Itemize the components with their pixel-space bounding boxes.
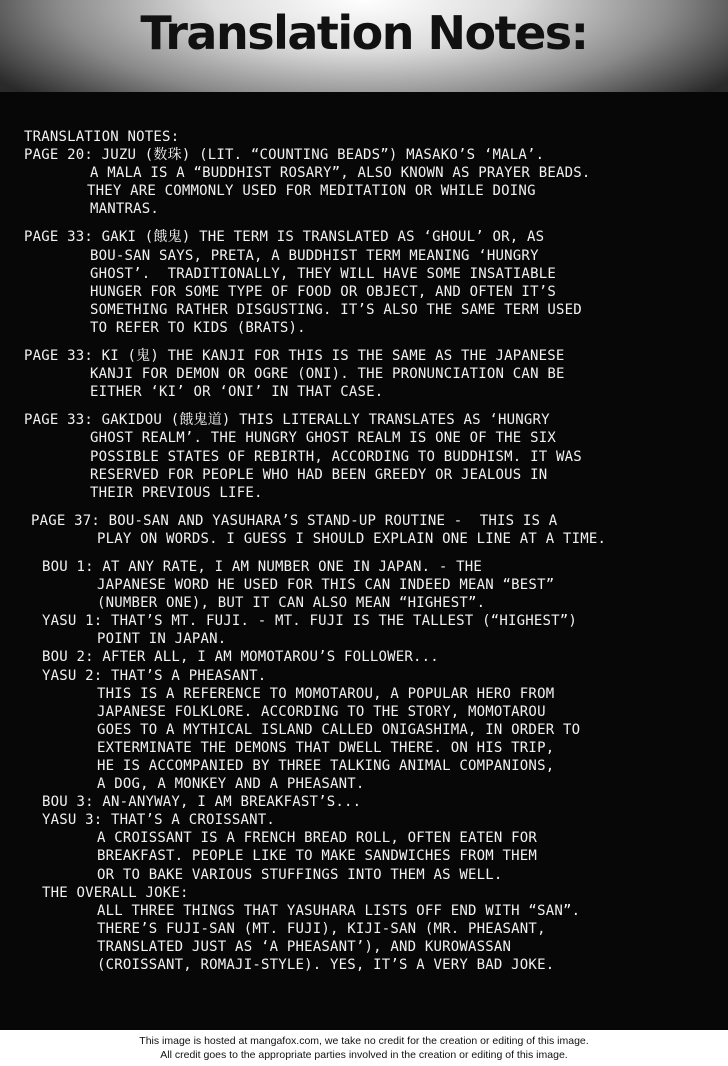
routine-line: BREAKFAST. PEOPLE LIKE TO MAKE SANDWICHES FROM THEM [97, 848, 538, 865]
credit-line: This image is hosted at mangafox.com, we take no credit for the creation or editing of this image. [139, 1035, 589, 1047]
note-line: RESERVED FOR PEOPLE WHO HAD BEEN GREEDY OR JEALOUS IN [90, 466, 548, 483]
note-line: A MALA IS A “BUDDHIST ROSARY”, ALSO KNOWN AS PRAYER BEADS. [90, 165, 591, 182]
page-title: Translation Notes: [140, 6, 588, 60]
routine-line: EXTERMINATE THE DEMONS THAT DWELL THERE. ON HIS TRIP, [97, 739, 555, 756]
note-line: PAGE 33: KI (鬼) THE KANJI FOR THIS IS THE SAME AS THE JAPANESE [24, 348, 565, 365]
routine-line: POINT IN JAPAN. [97, 631, 227, 648]
note-line: PAGE 37: BOU-SAN AND YASUHARA’S STAND-UP ROUTINE - THIS IS A [31, 512, 558, 529]
translation-notes [0, 128, 728, 974]
routine-line: A DOG, A MONKEY AND A PHEASANT. [97, 776, 365, 793]
routine-line: YASU 3: THAT’S A CROISSANT. [42, 812, 275, 829]
note-line: POSSIBLE STATES OF REBIRTH, ACCORDING TO BUDDHISM. IT WAS [90, 448, 582, 465]
routine-line: GOES TO A MYTHICAL ISLAND CALLED ONIGASHIMA, IN ORDER TO [97, 721, 581, 738]
note-line: PAGE 20: JUZU (数珠) (LIT. “COUNTING BEADS”) MASAKO’S ‘MALA’. [24, 147, 545, 164]
note-line: PAGE 33: GAKI (餓鬼) THE TERM IS TRANSLATED AS ‘GHOUL’ OR, AS [24, 229, 545, 246]
note-line: THEIR PREVIOUS LIFE. [90, 484, 263, 501]
routine-line: JAPANESE FOLKLORE. ACCORDING TO THE STORY, MOMOTAROU [97, 703, 546, 720]
note-line: THEY ARE COMMONLY USED FOR MEDITATION OR WHILE DOING [87, 183, 536, 200]
routine-line: BOU 2: AFTER ALL, I AM MOMOTAROU’S FOLLOWER... [42, 649, 439, 666]
routine-line: YASU 2: THAT’S A PHEASANT. [42, 667, 267, 684]
note-line: TO REFER TO KIDS (BRATS). [90, 319, 306, 336]
note-line: PLAY ON WORDS. I GUESS I SHOULD EXPLAIN ONE LINE AT A TIME. [97, 530, 607, 547]
title-banner [0, 0, 728, 92]
routine-line: THE OVERALL JOKE: [42, 884, 189, 901]
routine-line: THIS IS A REFERENCE TO MOMOTAROU, A POPULAR HERO FROM [97, 685, 555, 702]
routine-line: (NUMBER ONE), BUT IT CAN ALSO MEAN “HIGHEST”. [97, 595, 486, 612]
routine-line: BOU 1: AT ANY RATE, I AM NUMBER ONE IN JAPAN. - THE [42, 558, 483, 575]
routine-line: YASU 1: THAT’S MT. FUJI. - MT. FUJI IS THE TALLEST (“HIGHEST”) [42, 613, 577, 630]
notes-heading: TRANSLATION NOTES: [24, 129, 180, 145]
hosting-credit [0, 1030, 728, 1066]
note-line: HUNGER FOR SOME TYPE OF FOOD OR OBJECT, AND OFTEN IT’S [90, 283, 556, 300]
routine-line: HE IS ACCOMPANIED BY THREE TALKING ANIMAL COMPANIONS, [97, 758, 555, 774]
note-line: PAGE 33: GAKIDOU (餓鬼道) THIS LITERALLY TRANSLATES AS ‘HUNGRY [24, 412, 550, 429]
routine-line: A CROISSANT IS A FRENCH BREAD ROLL, OFTEN EATEN FOR [97, 830, 538, 847]
routine-line: THERE’S FUJI-SAN (MT. FUJI), KIJI-SAN (MR. PHEASANT, [97, 920, 546, 937]
routine-line: OR TO BAKE VARIOUS STUFFINGS INTO THEM AS WELL. [97, 866, 503, 883]
note-line: EITHER ‘KI’ OR ‘ONI’ IN THAT CASE. [90, 384, 384, 401]
routine-line: ALL THREE THINGS THAT YASUHARA LISTS OFF END WITH “SAN”. [97, 902, 581, 919]
note-line: KANJI FOR DEMON OR OGRE (ONI). THE PRONUNCIATION CAN BE [90, 366, 565, 383]
routine-line: (CROISSANT, ROMAJI-STYLE). YES, IT’S A VERY BAD JOKE. [97, 957, 555, 974]
routine-line: TRANSLATED JUST AS ‘A PHEASANT’), AND KUROWASSAN [97, 938, 512, 955]
credit-line: All credit goes to the appropriate parties involved in the creation or editing of this image. [160, 1049, 568, 1061]
note-line: MANTRAS. [90, 201, 160, 218]
note-line: GHOST REALM’. THE HUNGRY GHOST REALM IS ONE OF THE SIX [90, 430, 556, 447]
note-line: GHOST’. TRADITIONALLY, THEY WILL HAVE SOME INSATIABLE [90, 265, 556, 282]
routine-line: JAPANESE WORD HE USED FOR THIS CAN INDEED MEAN “BEST” [97, 577, 555, 594]
routine-line: BOU 3: AN-ANYWAY, I AM BREAKFAST’S... [42, 794, 362, 811]
note-line: SOMETHING RATHER DISGUSTING. IT’S ALSO THE SAME TERM USED [90, 301, 582, 318]
note-line: BOU-SAN SAYS, PRETA, A BUDDHIST TERM MEANING ‘HUNGRY [90, 247, 539, 264]
